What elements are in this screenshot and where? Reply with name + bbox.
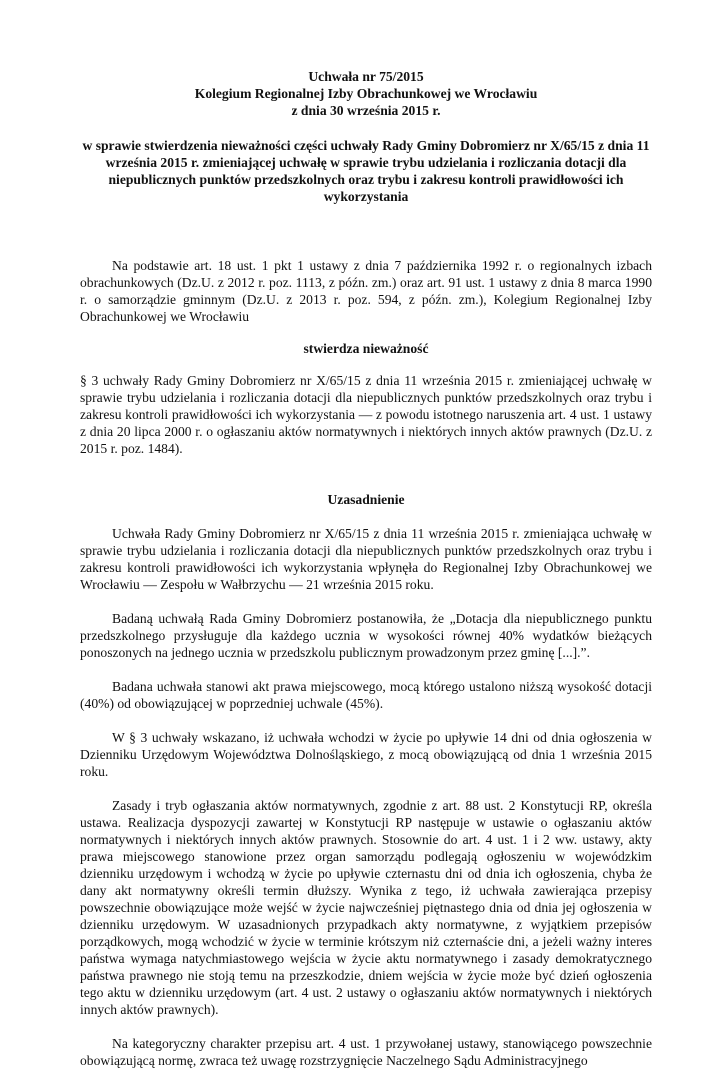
justification-paragraph: Zasady i tryb ogłaszania aktów normatywnych, zgodnie z art. 88 ust. 2 Konstytucji RP, określa ustawa. Realizacja dyspozycji zawartej w Konstytucji RP następuje w ustawie o ogłaszaniu aktów normatywnych i niektórych innych aktów prawnych. Stosownie do art. 4 ust. 1 i 2 ww. ustawy, akty prawa miejscowego stanowione przez organ samorządu podlegają ogłoszeniu w wojewódzkim dzienniku urzędowym i wchodzą w życie po upływie czternastu dni od dnia ich ogłoszenia, chyba że dany akt normatywny określi termin dłuższy. Wynika z tego, iż uchwała zawierająca przepisy powszechnie obowiązujące może wejść w życie najwcześniej piętnastego dnia od dnia jej ogłoszenia w dzienniku urzędowym. W uzasadnionych przypadkach akty normatywne, z wyjątkiem przepisów porządkowych, mogą wchodzić w życie w terminie krótszym niż czternaście dni, a jeżeli ważny interes państwa wymaga natychmiastowego wejścia w życie aktu normatywnego i zasady demokratycznego państwa prawnego nie stoją temu na przeszkodzie, dniem wejścia w życie może być dzień ogłoszenia tego aktu w dzienniku urzędowym (art. 4 ust. 2 ustawy o ogłaszaniu aktów normatywnych i niektórych innych aktów prawnych). — [80, 798, 652, 1017]
resolution-date: z dnia 30 września 2015 r. — [291, 103, 441, 118]
justification-paragraph: Na kategoryczny charakter przepisu art. 4 ust. 1 przywołanej ustawy, stanowiącego powszechnie obowiązującą normę, zwraca też uwagę rozstrzygnięcie Naczelnego Sądu Administracyjnego — [80, 1036, 652, 1068]
issuing-body: Kolegium Regionalnej Izby Obrachunkowej we Wrocławiu — [194, 86, 538, 101]
resolution-header — [80, 68, 652, 119]
justification-paragraph: Uchwała Rady Gminy Dobromierz nr X/65/15 z dnia 11 września 2015 r. zmieniająca uchwałę w sprawie trybu udzielania i rozliczania dotacji dla niepublicznych punktów przedszkolnych oraz trybu i zakresu kontroli prawidłowości ich wykorzystania wpłynęła do Regionalnej Izby Obrachunkowej we Wrocławiu — Zespołu w Wałbrzychu — 21 września 2015 roku. — [80, 526, 652, 592]
resolution-title: Uchwała nr 75/2015 — [308, 69, 424, 84]
legal-basis-paragraph: Na podstawie art. 18 ust. 1 pkt 1 ustawy z dnia 7 października 1992 r. o regionalnych izbach obrachunkowych (Dz.U. z 2012 r. poz. 1113, z późn. zm.) oraz art. 91 ust. 1 ustawy z dnia 8 marca 1990 r. o samorządzie gminnym (Dz.U. z 2013 r. poz. 594, z późn. zm.), Kolegium Regionalnej Izby Obrachunkowej we Wrocławiu — [80, 258, 652, 324]
decision-heading: stwierdza nieważność — [303, 341, 429, 356]
justification-heading: Uzasadnienie — [327, 492, 405, 507]
decision-paragraph: § 3 uchwały Rady Gminy Dobromierz nr X/65/15 z dnia 11 września 2015 r. zmieniającej uchwałę w sprawie trybu udzielania i rozliczania dotacji dla niepublicznych punktów przedszkolnych oraz trybu i zakresu kontroli prawidłowości ich wykorzystania — z powodu istotnego naruszenia art. 4 ust. 1 ustawy z dnia 20 lipca 2000 r. o ogłaszaniu aktów normatywnych i niektórych innych aktów prawnych (Dz.U. z 2015 r. poz. 1484). — [80, 373, 652, 456]
justification-paragraph: Badaną uchwałą Rada Gminy Dobromierz postanowiła, że „Dotacja dla niepublicznego punktu przedszkolnego przysługuje dla każdego ucznia w wysokości równej 40% wydatków bieżących ponoszonych na jednego ucznia w przedszkolu publicznym prowadzonym przez gminę [...].”. — [80, 611, 652, 660]
resolution-subject: w sprawie stwierdzenia nieważności części uchwały Rady Gminy Dobromierz nr X/65/15 z dnia 11 września 2015 r. zmieniającej uchwałę w sprawie trybu udzielania i rozliczania dotacji dla niepublicznych punktów przedszkolnych oraz trybu i zakresu kontroli prawidłowości ich wykorzystania — [82, 138, 650, 204]
justification-paragraph: W § 3 uchwały wskazano, iż uchwała wchodzi w życie po upływie 14 dni od dnia ogłoszenia w Dzienniku Urzędowym Województwa Dolnośląskiego, z mocą obowiązującą od dnia 1 września 2015 roku. — [80, 730, 652, 779]
justification-paragraph: Badana uchwała stanowi akt prawa miejscowego, mocą którego ustalono niższą wysokość dotacji (40%) od obowiązującej w poprzedniej uchwale (45%). — [80, 679, 652, 711]
